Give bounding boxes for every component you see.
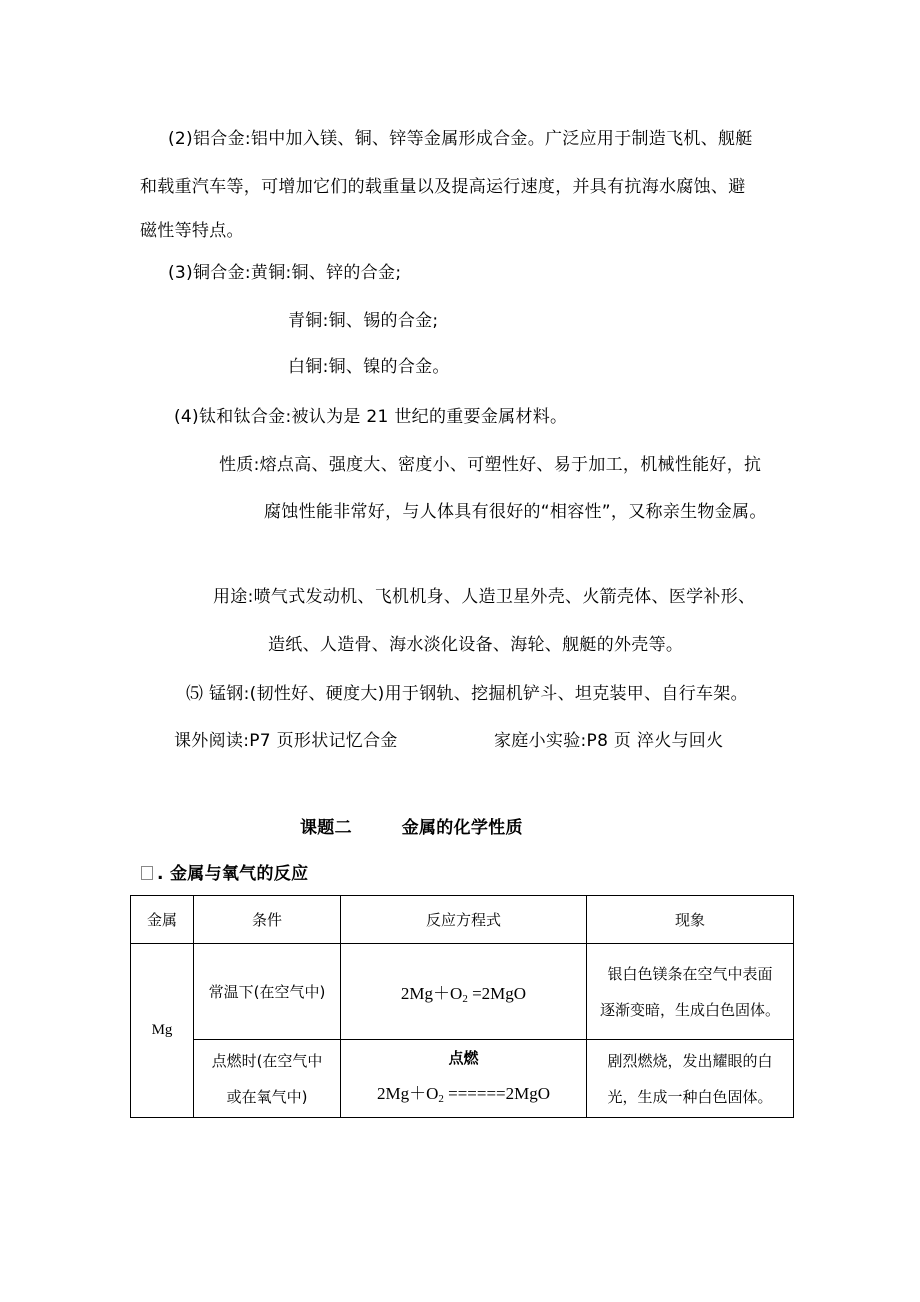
section-heading-text: . 金属与氧气的反应 bbox=[157, 864, 309, 884]
equation-cell bbox=[341, 1040, 587, 1118]
para-titanium-line4: 用途:喷气式发动机、飞机机身、人造卫星外壳、火箭壳体、医学补形、 bbox=[213, 587, 756, 607]
equation-line bbox=[347, 1076, 580, 1117]
equation-subscript: 2 bbox=[462, 992, 468, 1005]
phenomenon-line: 剧烈燃烧，发出耀眼的白 bbox=[607, 1051, 773, 1070]
para-titanium-line2: 性质:熔点高、强度大、密度小、可塑性好、易于加工，机械性能好，抗 bbox=[219, 455, 762, 475]
section-heading bbox=[141, 859, 308, 884]
para-aluminum-line2: 和载重汽车等，可增加它们的载重量以及提高运行速度，并具有抗海水腐蚀、避 bbox=[140, 177, 746, 197]
table-row bbox=[131, 1040, 794, 1118]
para-copper-line2: 青铜:铜、锡的合金; bbox=[288, 311, 439, 331]
phenomenon-cell bbox=[587, 1040, 794, 1118]
condition-line: 或在氧气中) bbox=[226, 1087, 308, 1106]
experiment-note: 家庭小实验:P8 页 淬火与回火 bbox=[494, 731, 724, 751]
para-aluminum-line3: 磁性等特点。 bbox=[140, 221, 244, 241]
table-header-row bbox=[131, 896, 794, 944]
para-titanium-line1: (4)钛和钛合金:被认为是 21 世纪的重要金属材料。 bbox=[174, 407, 568, 427]
header-phenomenon: 现象 bbox=[587, 896, 794, 944]
para-titanium-line3: 腐蚀性能非常好，与人体具有很好的“相容性”，又称亲生物金属。 bbox=[264, 502, 767, 522]
condition-cell bbox=[194, 1040, 341, 1118]
header-equation: 反应方程式 bbox=[341, 896, 587, 944]
equation-left: 2Mg＋O bbox=[400, 983, 463, 1003]
para-copper-line3: 白铜:铜、镍的合金。 bbox=[288, 357, 450, 377]
table-row bbox=[131, 944, 794, 1040]
equation-right: ======2MgO bbox=[443, 1084, 551, 1103]
reaction-table bbox=[130, 895, 794, 1118]
equation-subscript: 2 bbox=[438, 1093, 444, 1105]
phenomenon-line: 逐渐变暗，生成白色固体。 bbox=[599, 1000, 780, 1019]
reading-note: 课外阅读:P7 页形状记忆合金 bbox=[174, 731, 398, 751]
header-metal: 金属 bbox=[131, 896, 194, 944]
para-copper-line1: (3)铜合金:黄铜:铜、锌的合金; bbox=[168, 263, 402, 283]
para-aluminum-line1: (2)铝合金:铝中加入镁、铜、锌等金属形成合金。广泛应用于制造飞机、舰艇 bbox=[168, 129, 753, 149]
bullet-box-icon bbox=[141, 866, 153, 880]
header-condition: 条件 bbox=[194, 896, 341, 944]
phenomenon-line: 光，生成一种白色固体。 bbox=[607, 1087, 773, 1106]
phenomenon-line: 银白色镁条在空气中表面 bbox=[607, 964, 773, 983]
equation-cell bbox=[341, 944, 587, 1040]
phenomenon-cell bbox=[587, 944, 794, 1040]
condition-line: 点燃时(在空气中 bbox=[211, 1051, 323, 1070]
equation-condition-label: 点燃 bbox=[448, 1049, 479, 1067]
para-titanium-line5: 造纸、人造骨、海水淡化设备、海轮、舰艇的外壳等。 bbox=[268, 635, 684, 655]
metal-cell: Mg bbox=[131, 944, 194, 1118]
para-manganese-line1: ⑸ 锰钢:(韧性好、硬度大)用于钢轨、挖掘机铲斗、坦克装甲、自行车架。 bbox=[186, 684, 748, 704]
lesson-title: 课题二 金属的化学性质 bbox=[300, 818, 523, 838]
condition-cell: 常温下(在空气中) bbox=[194, 944, 341, 1040]
equation-left: 2Mg＋O bbox=[376, 1084, 439, 1103]
equation-right: =2MgO bbox=[467, 983, 527, 1003]
